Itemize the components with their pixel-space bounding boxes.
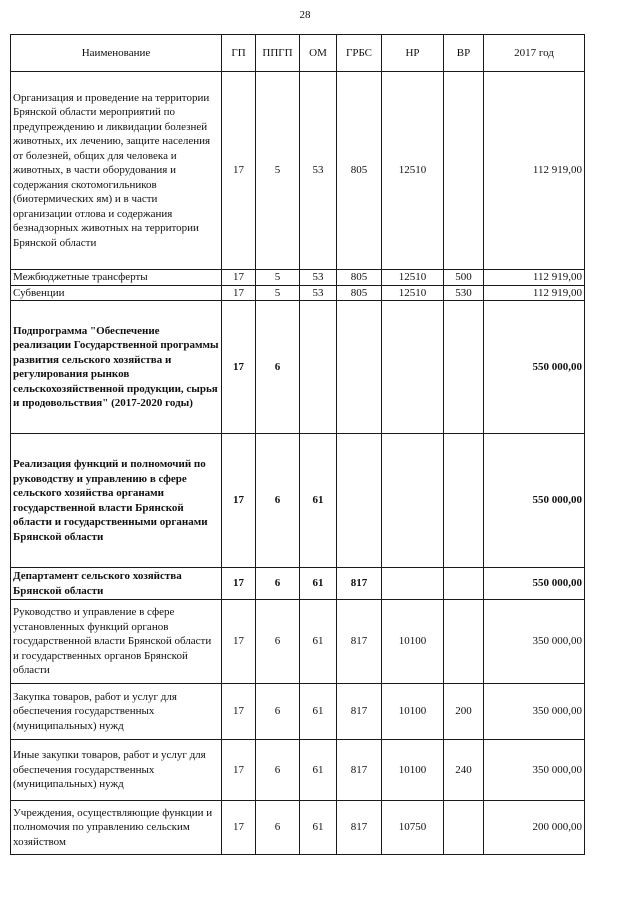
- cell-om: 53: [300, 285, 337, 301]
- cell-gp: 17: [222, 801, 256, 855]
- cell-ppgp: 6: [256, 600, 300, 684]
- cell-ppgp: 6: [256, 740, 300, 801]
- table-row: [11, 740, 585, 801]
- cell-nr: 10100: [382, 684, 444, 740]
- cell-nr: [382, 301, 444, 434]
- cell-amount: 350 000,00: [484, 600, 585, 684]
- header-om: ОМ: [300, 35, 337, 72]
- cell-vr: 530: [444, 285, 484, 301]
- cell-amount: 550 000,00: [484, 568, 585, 600]
- cell-nr: [382, 434, 444, 568]
- table-row: [11, 684, 585, 740]
- cell-vr: 500: [444, 270, 484, 286]
- cell-om: 61: [300, 801, 337, 855]
- cell-vr: [444, 301, 484, 434]
- cell-grbs: 805: [337, 285, 382, 301]
- cell-ppgp: 6: [256, 434, 300, 568]
- cell-vr: 240: [444, 740, 484, 801]
- cell-gp: 17: [222, 568, 256, 600]
- cell-nr: 10100: [382, 600, 444, 684]
- cell-amount: 200 000,00: [484, 801, 585, 855]
- cell-grbs: [337, 301, 382, 434]
- cell-om: 61: [300, 600, 337, 684]
- row-name: Реализация функций и полномочий по руководству и управлению в сфере сельского хозяйства органами государственной власти Брянской области и государственными органами Брянской области: [11, 434, 222, 568]
- cell-ppgp: 5: [256, 285, 300, 301]
- cell-gp: 17: [222, 740, 256, 801]
- header-ppgp: ППГП: [256, 35, 300, 72]
- row-name: Закупка товаров, работ и услуг для обеспечения государственных (муниципальных) нужд: [11, 684, 222, 740]
- row-name: Межбюджетные трансферты: [11, 270, 222, 286]
- cell-gp: 17: [222, 285, 256, 301]
- cell-nr: 12510: [382, 285, 444, 301]
- row-name: Организация и проведение на территории Брянской области мероприятий по предупреждению и ликвидации болезней животных, их лечению, защите населения от болезней, общих для человека и животных, в части оборудования и содержания скотомогильников (биотермических ям) и в части организации отлова и содержания безнадзорных животных на территории Брянской области: [11, 72, 222, 270]
- cell-gp: 17: [222, 72, 256, 270]
- cell-gp: 17: [222, 434, 256, 568]
- row-name: Иные закупки товаров, работ и услуг для обеспечения государственных (муниципальных) нужд: [11, 740, 222, 801]
- header-gp: ГП: [222, 35, 256, 72]
- table-header-row: [11, 35, 585, 72]
- cell-amount: 350 000,00: [484, 684, 585, 740]
- table-row: [11, 301, 585, 434]
- table-row: [11, 801, 585, 855]
- cell-grbs: 817: [337, 568, 382, 600]
- cell-amount: 112 919,00: [484, 270, 585, 286]
- cell-ppgp: 6: [256, 684, 300, 740]
- cell-nr: 12510: [382, 72, 444, 270]
- cell-vr: [444, 72, 484, 270]
- cell-grbs: 805: [337, 270, 382, 286]
- cell-nr: 10750: [382, 801, 444, 855]
- row-name: Субвенции: [11, 285, 222, 301]
- cell-nr: 12510: [382, 270, 444, 286]
- cell-om: 61: [300, 434, 337, 568]
- table-row: [11, 72, 585, 270]
- cell-amount: 550 000,00: [484, 301, 585, 434]
- cell-vr: 200: [444, 684, 484, 740]
- cell-vr: [444, 568, 484, 600]
- cell-om: 61: [300, 568, 337, 600]
- table-row: [11, 434, 585, 568]
- cell-om: 61: [300, 740, 337, 801]
- cell-gp: 17: [222, 270, 256, 286]
- cell-om: 53: [300, 270, 337, 286]
- cell-gp: 17: [222, 684, 256, 740]
- cell-nr: [382, 568, 444, 600]
- cell-grbs: [337, 434, 382, 568]
- table-row: [11, 285, 585, 301]
- header-amount: 2017 год: [484, 35, 585, 72]
- budget-table: [10, 34, 585, 855]
- header-vr: ВР: [444, 35, 484, 72]
- table-row: [11, 270, 585, 286]
- header-nr: НР: [382, 35, 444, 72]
- cell-grbs: 817: [337, 600, 382, 684]
- row-name: Учреждения, осуществляющие функции и полномочия по управлению сельским хозяйством: [11, 801, 222, 855]
- cell-grbs: 817: [337, 801, 382, 855]
- cell-amount: 112 919,00: [484, 285, 585, 301]
- cell-ppgp: 6: [256, 301, 300, 434]
- cell-om: [300, 301, 337, 434]
- page-number: 28: [299, 9, 311, 21]
- cell-ppgp: 5: [256, 72, 300, 270]
- cell-vr: [444, 600, 484, 684]
- header-grbs: ГРБС: [337, 35, 382, 72]
- cell-gp: 17: [222, 600, 256, 684]
- cell-ppgp: 6: [256, 801, 300, 855]
- header-name: Наименование: [11, 35, 222, 72]
- row-name: Руководство и управление в сфере установленных функций органов государственной власти Брянской области и государственных органов Брянской области: [11, 600, 222, 684]
- cell-grbs: 817: [337, 740, 382, 801]
- cell-ppgp: 5: [256, 270, 300, 286]
- cell-amount: 350 000,00: [484, 740, 585, 801]
- cell-amount: 550 000,00: [484, 434, 585, 568]
- cell-ppgp: 6: [256, 568, 300, 600]
- cell-vr: [444, 801, 484, 855]
- row-name: Департамент сельского хозяйства Брянской области: [11, 568, 222, 600]
- cell-grbs: 805: [337, 72, 382, 270]
- table-row: [11, 600, 585, 684]
- row-name: Подпрограмма "Обеспечение реализации Государственной программы развития сельского хозяйства и регулирования рынков сельскохозяйственной продукции, сырья и продовольствия" (2017-2020 годы): [11, 301, 222, 434]
- cell-vr: [444, 434, 484, 568]
- cell-om: 61: [300, 684, 337, 740]
- cell-grbs: 817: [337, 684, 382, 740]
- table-row: [11, 568, 585, 600]
- cell-nr: 10100: [382, 740, 444, 801]
- cell-gp: 17: [222, 301, 256, 434]
- cell-amount: 112 919,00: [484, 72, 585, 270]
- cell-om: 53: [300, 72, 337, 270]
